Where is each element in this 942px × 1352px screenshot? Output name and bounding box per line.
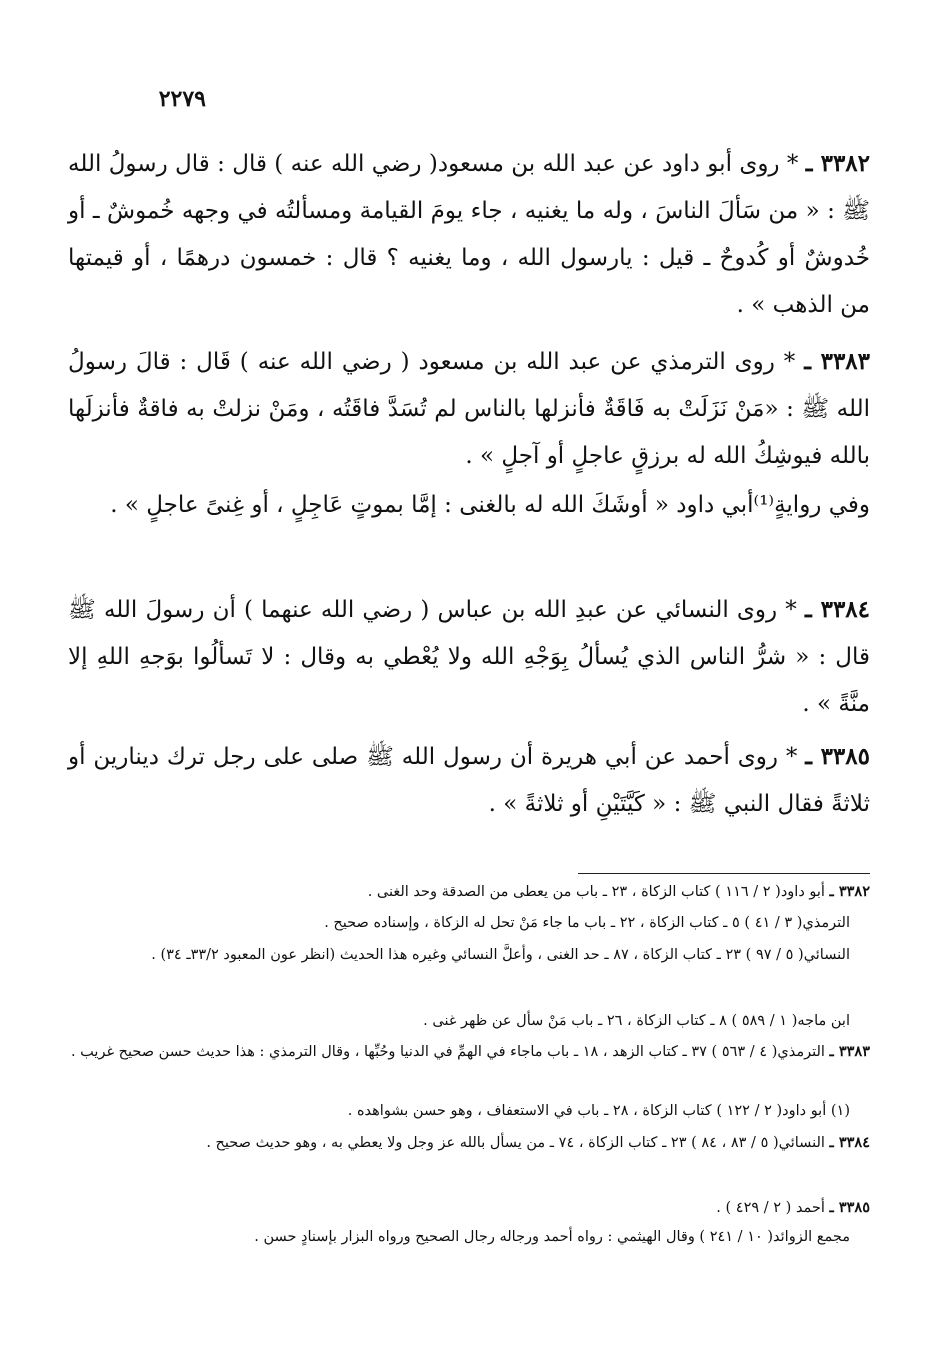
hadith-3382 [68,140,870,329]
hadith-number: ٣٣٨٤ ـ [804,596,871,623]
hadith-3384 [68,586,870,728]
narration-variant [68,482,870,529]
hadith-text: * روى أحمد عن أبي هريرة أن رسول الله ﷺ صلى على رجل ترك دينارين أو ثلاثةً فقال النبي ﷺ : « كَيَّتَيْنِ أو ثلاثةً » . [68,744,870,817]
hadith-number: ٣٣٨٥ ـ [805,743,870,770]
footnote [68,1196,870,1220]
footnote-text: الترمذي( ٣ / ٤١ ) ٥ ـ كتاب الزكاة ، ٢٢ ـ باب ما جاء مَنْ تحل له الزكاة ، وإسناده صحيح . [324,915,850,931]
footnote-text: النسائي( ٥ / ٩٧ ) ٢٣ ـ كتاب الزكاة ، ٨٧ ـ حد الغنى ، وأعلَّ النسائي وغيره هذا الحديث (انظر عون المعبود ٣٣/٢ـ ٣٤) . [151,947,850,963]
footnote-text: مجمع الزوائد( ١٠ / ٢٤١ ) وقال الهيثمي : رواه أحمد ورجاله رجال الصحيح ورواه البزار بإسنادٍ حسن . [254,1229,850,1245]
hadith-text: * روى الترمذي عن عبد الله بن مسعود ( رضي الله عنه ) قَال : قالَ رسولُ الله ﷺ : «مَنْ نَزَلَتْ به فَاقَةٌ فأنزلها بالناس لم تُسَدَّ فاقَتُه ، ومَنْ نزلتْ به فاقةٌ فأنزلَها بالله فيوشِكُ الله له برزقٍ عاجلٍ أو آجلٍ » . [68,349,870,469]
footnote-text: (١) أبو داود( ٢ / ١٢٢ ) كتاب الزكاة ، ٢٨ ـ باب في الاستعفاف ، وهو حسن بشواهده . [347,1103,850,1119]
footnote [68,1040,870,1064]
footnote-divider [578,873,870,874]
footnote [68,1131,870,1155]
footnote [68,880,870,904]
footnote [68,1100,850,1123]
footnote [68,1226,850,1249]
footnote-number: ٣٣٨٥ ـ [829,1199,870,1216]
footnote-text: ابن ماجه( ١ / ٥٨٩ ) ٨ ـ كتاب الزكاة ، ٢٦ ـ باب مَنْ سأل عن ظهر غنى . [423,1013,850,1029]
footnote-text: الترمذي( ٤ / ٥٦٣ ) ٣٧ ـ كتاب الزهد ، ١٨ ـ باب ماجاء في الهمِّ في الدنيا وحُبِّها ، وقال الترمذي : هذا حديث حسن صحيح غريب . [70,1044,825,1060]
hadith-3383 [68,338,870,480]
hadith-3385 [68,733,870,828]
footnote [68,912,850,935]
hadith-number: ٣٣٨٢ ـ [805,150,871,177]
hadith-number: ٣٣٨٣ ـ [804,348,871,375]
narration-text: وفي روايةٍ⁽¹⁾أبي داود « أوشَكَ الله له بالغنى : إمَّا بموتٍ عَاجِلٍ ، أو غِنىً عاجلٍ » . [110,492,870,518]
hadith-text: * روى أبو داود عن عبد الله بن مسعود( رضي الله عنه ) قال : قال رسولُ الله ﷺ : « من سَألَ الناسَ ، وله ما يغنيه ، جاء يومَ القيامة ومسألتُه في وجهه خُموشٌ ـ أو خُدوشٌ أو كُدوحٌ ـ قيل : يارسول الله ، وما يغنيه ؟ قال : خمسون درهمًا ، أو قيمتها من الذهب » . [68,151,870,318]
footnote-text: أحمد ( ٢ / ٤٢٩ ) . [716,1200,825,1216]
page-number: ٢٢٧٩ [158,86,206,112]
footnote-text: النسائي( ٥ / ٨٣ ، ٨٤ ) ٢٣ ـ كتاب الزكاة ، ٧٤ ـ من يسأل بالله عز وجل ولا يعطي به ، وهو حديث صحيح . [206,1135,825,1151]
hadith-text: * روى النسائي عن عبدِ الله بن عباس ( رضي الله عنهما ) أن رسولَ الله ﷺ قال : « شرُّ الناس الذي يُسألُ بِوَجْهِ الله ولا يُعْطي به وقال : لا تَسألُوا بوَجهِ اللهِ إلا منَّةً » . [68,597,870,717]
footnote-text: أبو داود( ٢ / ١١٦ ) كتاب الزكاة ، ٢٣ ـ باب من يعطى من الصدقة وحد الغنى . [367,884,825,900]
footnote [68,1010,850,1033]
footnote-number: ٣٣٨٤ ـ [829,1134,870,1151]
footnote [68,944,850,967]
footnote-number: ٣٣٨٣ ـ [829,1043,870,1060]
footnote-number: ٣٣٨٢ ـ [829,883,870,900]
